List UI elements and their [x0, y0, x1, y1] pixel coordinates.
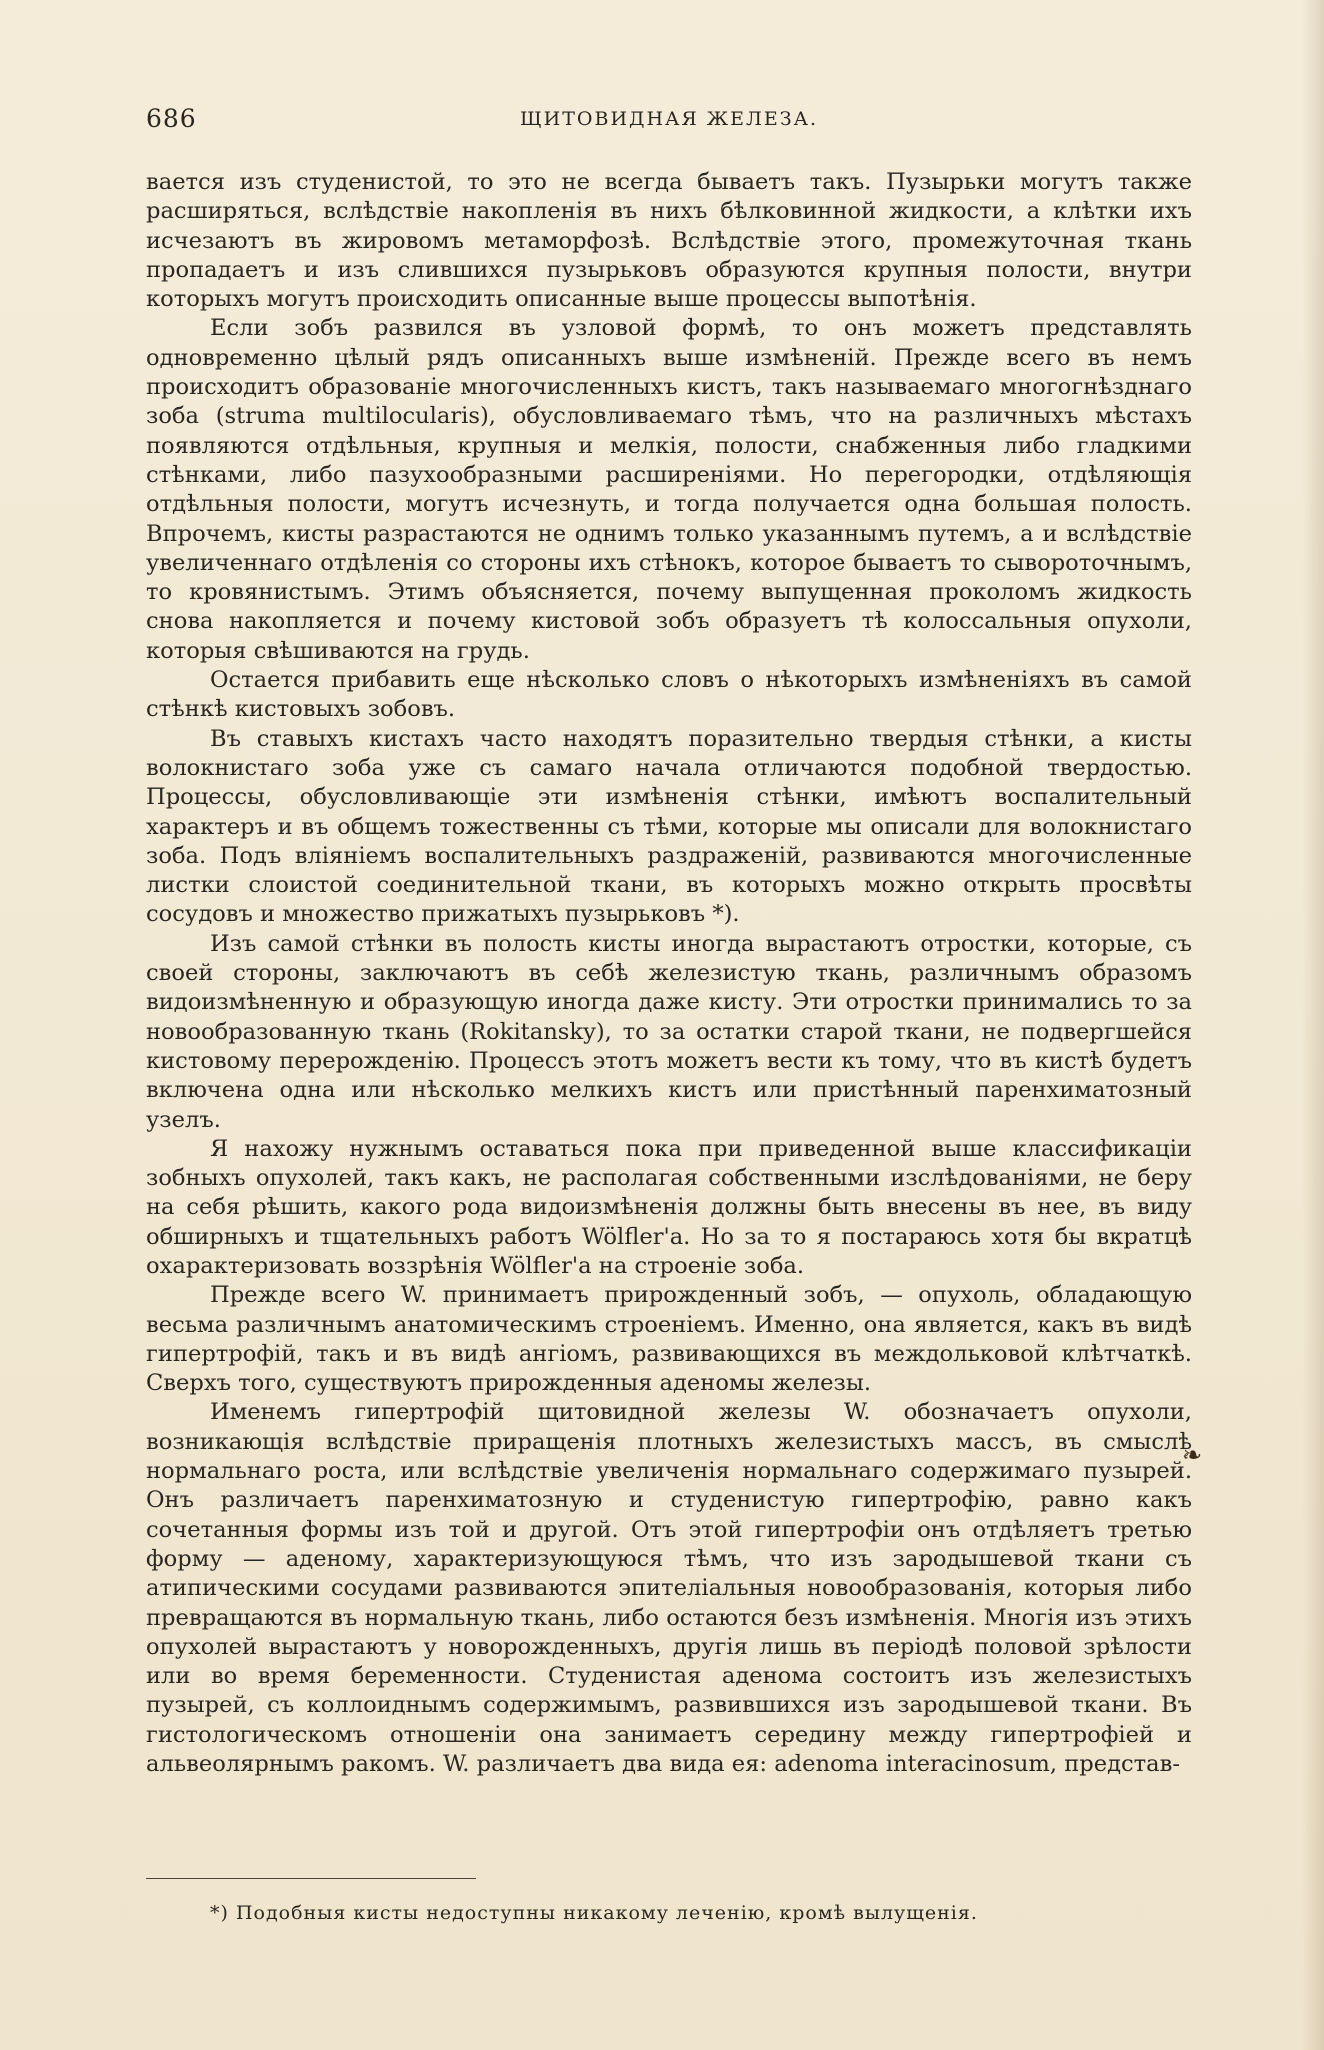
- running-title: ЩИТОВИДНАЯ ЖЕЛЕЗА.: [519, 108, 819, 130]
- margin-mark-icon: ❧: [1182, 1441, 1203, 1469]
- paragraph: вается изъ студенистой, то это не всегда бываетъ такъ. Пузырьки могутъ также расширяться, вслѣдствіе накопленія въ нихъ бѣлковинной жидкости, а клѣтки ихъ исчезаютъ въ жировомъ метаморфозѣ. Вслѣдствіе этого, промежуточная ткань пропадаетъ и изъ слившихся пузырьковъ образуются крупныя полости, внутри которыхъ могутъ происходить описанные выше процессы выпотѣнія.: [146, 169, 1192, 313]
- body-text: [146, 168, 1192, 1779]
- paragraph: Остается прибавить еще нѣсколько словъ о нѣкоторыхъ измѣненіяхъ въ самой стѣнкѣ кистовыхъ зобовъ.: [146, 667, 1192, 723]
- paragraph: Прежде всего W. принимаетъ прирожденный зобъ, — опухоль, обладающую весьма различнымъ анатомическимъ строеніемъ. Именно, она является, какъ въ видѣ гипертрофій, такъ и въ видѣ ангіомъ, развивающихся въ междольковой клѣтчаткѣ. Сверхъ того, существуютъ прирожденныя аденомы железы.: [146, 1282, 1192, 1397]
- page-header: [146, 104, 1192, 144]
- footnote: *) Подобныя кисты недоступны никакому леченію, кромѣ вылущенія.: [210, 1902, 978, 1924]
- page-number: 686: [146, 104, 197, 133]
- paragraph: Я нахожу нужнымъ оставаться пока при приведенной выше классификаціи зобныхъ опухолей, такъ какъ, не располагая собственными изслѣдованіями, не беру на себя рѣшить, какого рода видоизмѣненія должны быть внесены въ нее, въ виду обширныхъ и тщательныхъ работъ Wölfler'а. Но за то я постараюсь хотя бы вкратцѣ охарактеризовать воззрѣнія Wölfler'а на строеніе зоба.: [146, 1135, 1192, 1279]
- paragraph: Если зобъ развился въ узловой формѣ, то онъ можетъ представлять одновременно цѣлый рядъ описанныхъ выше измѣненій. Прежде всего въ немъ происходитъ образованіе многочисленныхъ кистъ, такъ называемаго многогнѣзднаго зоба (struma multilocularis), обусловливаемаго тѣмъ, что на различныхъ мѣстахъ появляются отдѣльныя, крупныя и мелкія, полости, снабженныя либо гладкими стѣнками, либо пазухообразными расширеніями. Но перегородки, отдѣляющія отдѣльныя полости, могутъ исчезнуть, и тогда получается одна большая полость. Впрочемъ, кисты разрастаются не однимъ только указаннымъ путемъ, а и вслѣдствіе увеличеннаго отдѣленія со стороны ихъ стѣнокъ, которое бываетъ то сывороточнымъ, то кровянистымъ. Этимъ объясняется, почему выпущенная проколомъ жидкость снова накопляется и почему кистовой зобъ образуетъ тѣ колоссальныя опухоли, которыя свѣшиваются на грудь.: [146, 315, 1192, 664]
- paragraph: Въ ставыхъ кистахъ часто находятъ поразительно твердыя стѣнки, а кисты волокнистаго зоба уже съ самаго начала отличаются подобной твердостью. Процессы, обусловливающіе эти измѣненія стѣнки, имѣютъ воспалительный характеръ и въ общемъ тожественны съ тѣми, которые мы описали для волокнистаго зоба. Подъ вліяніемъ воспалительныхъ раздраженій, развиваются многочисленные листки слоистой соединительной ткани, въ которыхъ можно открыть просвѣты сосудовъ и множество прижатыхъ пузырьковъ *).: [146, 725, 1192, 928]
- paragraph: Именемъ гипертрофій щитовидной железы W. обозначаетъ опухоли, возникающія вслѣдствіе приращенія плотныхъ железистыхъ массъ, въ смыслѣ нормальнаго роста, или вслѣдствіе увеличенія нормальнаго содержимаго пузырей. Онъ различаетъ паренхиматозную и студенистую гипертрофію, равно какъ сочетанныя формы изъ той и другой. Отъ этой гипертрофіи онъ отдѣляетъ третью форму — аденому, характеризующуюся тѣмъ, что изъ зародышевой ткани съ атипическими сосудами развиваются эпителіальныя новообразованія, которыя либо превращаются въ нормальную ткань, либо остаются безъ измѣненія. Многія изъ этихъ опухолей вырастаютъ у новорожденныхъ, другія лишь въ періодѣ половой зрѣлости или во время беременности. Студенистая аденома состоитъ изъ железистыхъ пузырей, съ коллоиднымъ содержимымъ, развившихся изъ зародышевой ткани. Въ гистологическомъ отношеніи она занимаетъ середину между гипертрофіей и альвеолярнымъ ракомъ. W. различаетъ два вида ея: adenoma interacinosum, представ-: [146, 1399, 1193, 1778]
- footnote-rule: [146, 1878, 476, 1879]
- page-edge-shadow: [1302, 0, 1324, 2050]
- paragraph: Изъ самой стѣнки въ полость кисты иногда вырастаютъ отростки, которые, съ своей стороны, заключаютъ въ себѣ железистую ткань, различнымъ образомъ видоизмѣненную и образующую иногда даже кисту. Эти отростки принимались то за новообразованную ткань (Rokitansky), то за остатки старой ткани, не подвергшейся кистовому перерожденію. Процессъ этотъ можетъ вести къ тому, что въ кистѣ будетъ включена одна или нѣсколько мелкихъ кистъ или пристѣнный паренхиматозный узелъ.: [146, 930, 1192, 1133]
